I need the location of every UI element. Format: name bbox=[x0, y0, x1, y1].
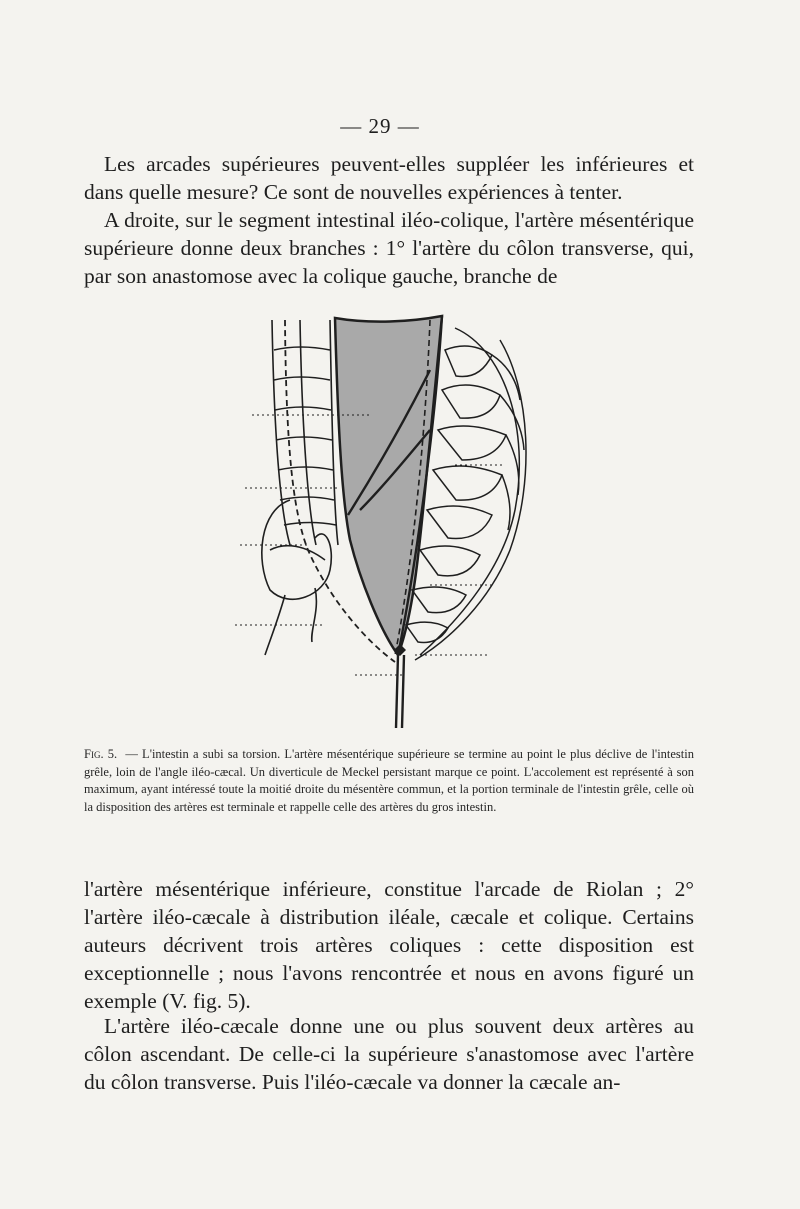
paragraph-4: L'artère iléo-cæcale donne une ou plus souvent deux artères au côlon ascendant. De celle-ci la supérieure s'anastomose avec l'artère du côlon transverse. Puis l'iléo-cæcale va donner la cæcale an- bbox=[84, 1014, 694, 1094]
figure-caption-text: — L'intestin a subi sa torsion. L'artère mésentérique supérieure se termine au point le plus déclive de l'intestin grêle, loin de l'angle iléo-cæcal. Un diverticule de Meckel persistant marque ce point. L'accolement est représenté à son maximum, ayant intéressé toute la moitié droite du mésentère commun, et la portion terminale de l'intestin grêle, celle où la disposition des artères est terminale et rappelle celle des artères du gros intestin. bbox=[84, 747, 694, 814]
paragraph-2: A droite, sur le segment intestinal iléo-colique, l'artère mésentérique supérieure donne deux branches : 1° l'artère du côlon transverse, qui, par son anastomose avec la colique gauche, branche de bbox=[84, 208, 694, 288]
paragraph-3: l'artère mésentérique inférieure, constitue l'arcade de Riolan ; 2° l'artère iléo-cæcale à distribution iléale, cæcale et colique. Certains auteurs décrivent trois artères coliques : cette disposition est exceptionnelle ; nous l'avons rencontrée et nous en avons figuré un exemple (V. fig. 5). bbox=[84, 877, 694, 1013]
figure-5-illustration bbox=[230, 310, 540, 730]
figure-label: Fig. 5. bbox=[84, 747, 118, 761]
figure-caption bbox=[84, 746, 694, 816]
ascending-colon bbox=[272, 320, 338, 545]
paragraph-1: Les arcades supérieures peuvent-elles suppléer les inférieures et dans quelle mesure? Ce sont de nouvelles expériences à tenter. bbox=[84, 152, 694, 204]
page-number: — 29 — bbox=[340, 114, 420, 138]
